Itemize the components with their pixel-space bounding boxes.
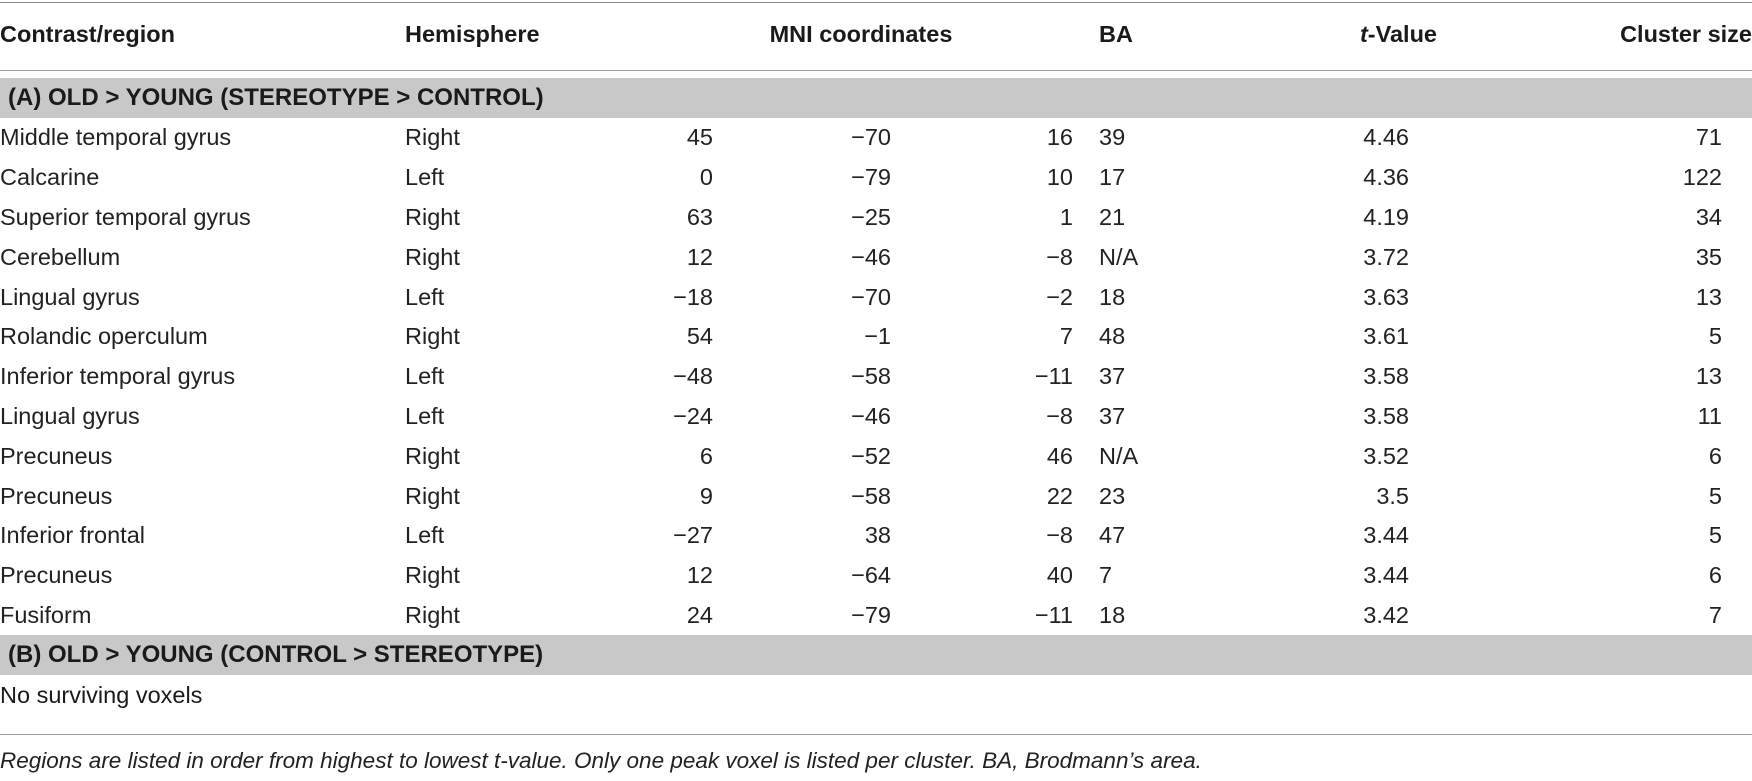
cell-hemisphere: Left xyxy=(405,402,445,429)
cell-z: −8 xyxy=(1046,402,1073,429)
cell-ba: 47 xyxy=(1099,522,1126,549)
table-row xyxy=(0,397,1752,437)
cell-hemisphere: Right xyxy=(405,562,460,589)
cell-region: Fusiform xyxy=(0,601,92,628)
cell-region: Precuneus xyxy=(0,442,113,469)
cell-t: 4.19 xyxy=(1363,203,1409,230)
table-row xyxy=(0,158,1752,198)
cell-z: 16 xyxy=(1046,124,1073,151)
cell-t: 3.52 xyxy=(1363,442,1409,469)
cell-y: −52 xyxy=(851,442,891,469)
cell-t: 4.46 xyxy=(1363,124,1409,151)
top-rule xyxy=(0,2,1752,3)
cell-region: Rolandic operculum xyxy=(0,323,208,350)
cell-region: Inferior frontal xyxy=(0,522,145,549)
table-row xyxy=(0,198,1752,238)
cell-y: −58 xyxy=(851,363,891,390)
section-a-header xyxy=(0,78,1752,118)
cell-ba: 7 xyxy=(1099,562,1113,589)
cell-y: −25 xyxy=(851,203,891,230)
header-t-italic: t xyxy=(1359,20,1368,47)
cell-cluster: 6 xyxy=(1708,442,1722,469)
cell-t: 3.58 xyxy=(1363,402,1409,429)
cell-ba: 48 xyxy=(1099,323,1126,350)
section-b-note: No surviving voxels xyxy=(0,681,203,708)
cell-z: 1 xyxy=(1059,203,1073,230)
cell-z: 7 xyxy=(1059,323,1073,350)
cell-z: −2 xyxy=(1046,283,1073,310)
table-row xyxy=(0,277,1752,317)
cell-ba: 37 xyxy=(1099,402,1126,429)
cell-x: −18 xyxy=(673,283,713,310)
cell-x: 9 xyxy=(699,482,713,509)
cell-hemisphere: Right xyxy=(405,203,460,230)
section-b-body xyxy=(0,635,1752,715)
table-row xyxy=(0,317,1752,357)
cell-cluster: 7 xyxy=(1708,601,1722,628)
table-row xyxy=(0,357,1752,397)
cell-t: 3.44 xyxy=(1363,522,1409,549)
table-row xyxy=(0,516,1752,556)
cell-hemisphere: Right xyxy=(405,482,460,509)
cell-cluster: 35 xyxy=(1695,243,1722,270)
cell-y: −1 xyxy=(864,323,891,350)
cell-ba: N/A xyxy=(1099,442,1139,469)
cell-t: 3.61 xyxy=(1363,323,1409,350)
results-table xyxy=(0,6,1752,715)
header-ba: BA xyxy=(1099,20,1133,47)
cell-hemisphere: Left xyxy=(405,283,445,310)
header-hemisphere: Hemisphere xyxy=(405,20,540,47)
cell-ba: 23 xyxy=(1099,482,1126,509)
cell-region: Superior temporal gyrus xyxy=(0,203,251,230)
cell-x: −48 xyxy=(673,363,713,390)
cell-ba: 39 xyxy=(1099,124,1126,151)
cell-x: 12 xyxy=(686,562,713,589)
cell-t: 3.5 xyxy=(1376,482,1409,509)
cell-x: −27 xyxy=(673,522,713,549)
cell-cluster: 5 xyxy=(1708,323,1722,350)
cell-z: −11 xyxy=(1034,601,1073,628)
cell-cluster: 122 xyxy=(1682,164,1722,191)
cell-ba: 18 xyxy=(1099,283,1126,310)
bottom-rule xyxy=(0,734,1752,735)
section-a-label: (A) OLD > YOUNG (STEREOTYPE > CONTROL) xyxy=(0,78,1752,118)
cell-x: 6 xyxy=(699,442,713,469)
cell-y: −64 xyxy=(851,562,891,589)
section-b-header xyxy=(0,635,1752,675)
table-row xyxy=(0,596,1752,636)
cell-z: −11 xyxy=(1034,363,1073,390)
cell-z: 46 xyxy=(1046,442,1073,469)
table-row xyxy=(0,237,1752,277)
header-cluster-size: Cluster size xyxy=(1620,20,1752,47)
cell-x: 45 xyxy=(686,124,713,151)
cell-cluster: 13 xyxy=(1695,363,1722,390)
cell-ba: 37 xyxy=(1099,363,1126,390)
table-row xyxy=(0,436,1752,476)
cell-cluster: 11 xyxy=(1697,402,1722,429)
cell-y: −70 xyxy=(851,283,891,310)
header-t-value xyxy=(1217,6,1467,62)
cell-t: 3.72 xyxy=(1363,243,1409,270)
cell-region: Calcarine xyxy=(0,164,100,191)
cell-hemisphere: Left xyxy=(405,363,445,390)
cell-y: 38 xyxy=(864,522,891,549)
table-row xyxy=(0,476,1752,516)
cell-y: −58 xyxy=(851,482,891,509)
header-mni: MNI coordinates xyxy=(769,20,953,47)
cell-z: −8 xyxy=(1046,243,1073,270)
cell-z: −8 xyxy=(1046,522,1073,549)
cell-y: −46 xyxy=(851,243,891,270)
cell-y: −79 xyxy=(851,164,891,191)
section-b-label: (B) OLD > YOUNG (CONTROL > STEREOTYPE) xyxy=(0,635,1752,675)
cell-y: −79 xyxy=(851,601,891,628)
table-row xyxy=(0,556,1752,596)
cell-y: −46 xyxy=(851,402,891,429)
cell-x: 12 xyxy=(686,243,713,270)
cell-region: Lingual gyrus xyxy=(0,283,140,310)
cell-cluster: 6 xyxy=(1708,562,1722,589)
cell-hemisphere: Left xyxy=(405,522,445,549)
cell-t: 3.44 xyxy=(1363,562,1409,589)
cell-t: 3.63 xyxy=(1363,283,1409,310)
cell-t: 4.36 xyxy=(1363,164,1409,191)
cell-x: 63 xyxy=(686,203,713,230)
cell-cluster: 34 xyxy=(1695,203,1722,230)
cell-t: 3.42 xyxy=(1363,601,1409,628)
cell-ba: 18 xyxy=(1099,601,1126,628)
table-footnote: Regions are listed in order from highest to lowest t-value. Only one peak voxel is listed per cluster. BA, Brodmann’s area. xyxy=(0,748,1202,773)
cell-ba: N/A xyxy=(1099,243,1139,270)
cell-region: Precuneus xyxy=(0,562,113,589)
cell-x: 0 xyxy=(699,164,713,191)
cell-x: 24 xyxy=(686,601,713,628)
cell-cluster: 5 xyxy=(1708,482,1722,509)
cell-cluster: 13 xyxy=(1695,283,1722,310)
cell-region: Precuneus xyxy=(0,482,113,509)
cell-z: 10 xyxy=(1046,164,1073,191)
cell-ba: 17 xyxy=(1099,164,1126,191)
section-b-note-row xyxy=(0,675,1752,715)
cell-z: 22 xyxy=(1046,482,1073,509)
cell-hemisphere: Right xyxy=(405,442,460,469)
cell-cluster: 71 xyxy=(1695,124,1722,151)
cell-t: 3.58 xyxy=(1363,363,1409,390)
cell-hemisphere: Left xyxy=(405,164,445,191)
cell-region: Inferior temporal gyrus xyxy=(0,363,236,390)
cell-region: Lingual gyrus xyxy=(0,402,140,429)
header-spacer xyxy=(0,62,1752,78)
cell-y: −70 xyxy=(851,124,891,151)
table-row xyxy=(0,118,1752,158)
header-t-rest: -Value xyxy=(1367,20,1437,47)
cell-ba: 21 xyxy=(1099,203,1126,230)
table-body xyxy=(0,78,1752,635)
cell-hemisphere: Right xyxy=(405,243,460,270)
cell-region: Middle temporal gyrus xyxy=(0,124,232,151)
cell-region: Cerebellum xyxy=(0,243,121,270)
cell-x: −24 xyxy=(673,402,713,429)
cell-hemisphere: Right xyxy=(405,601,460,628)
header-row xyxy=(0,6,1752,62)
cell-hemisphere: Right xyxy=(405,323,460,350)
cell-z: 40 xyxy=(1046,562,1073,589)
cell-cluster: 5 xyxy=(1708,522,1722,549)
cell-x: 54 xyxy=(686,323,713,350)
cell-hemisphere: Right xyxy=(405,124,460,151)
header-region: Contrast/region xyxy=(0,20,175,47)
